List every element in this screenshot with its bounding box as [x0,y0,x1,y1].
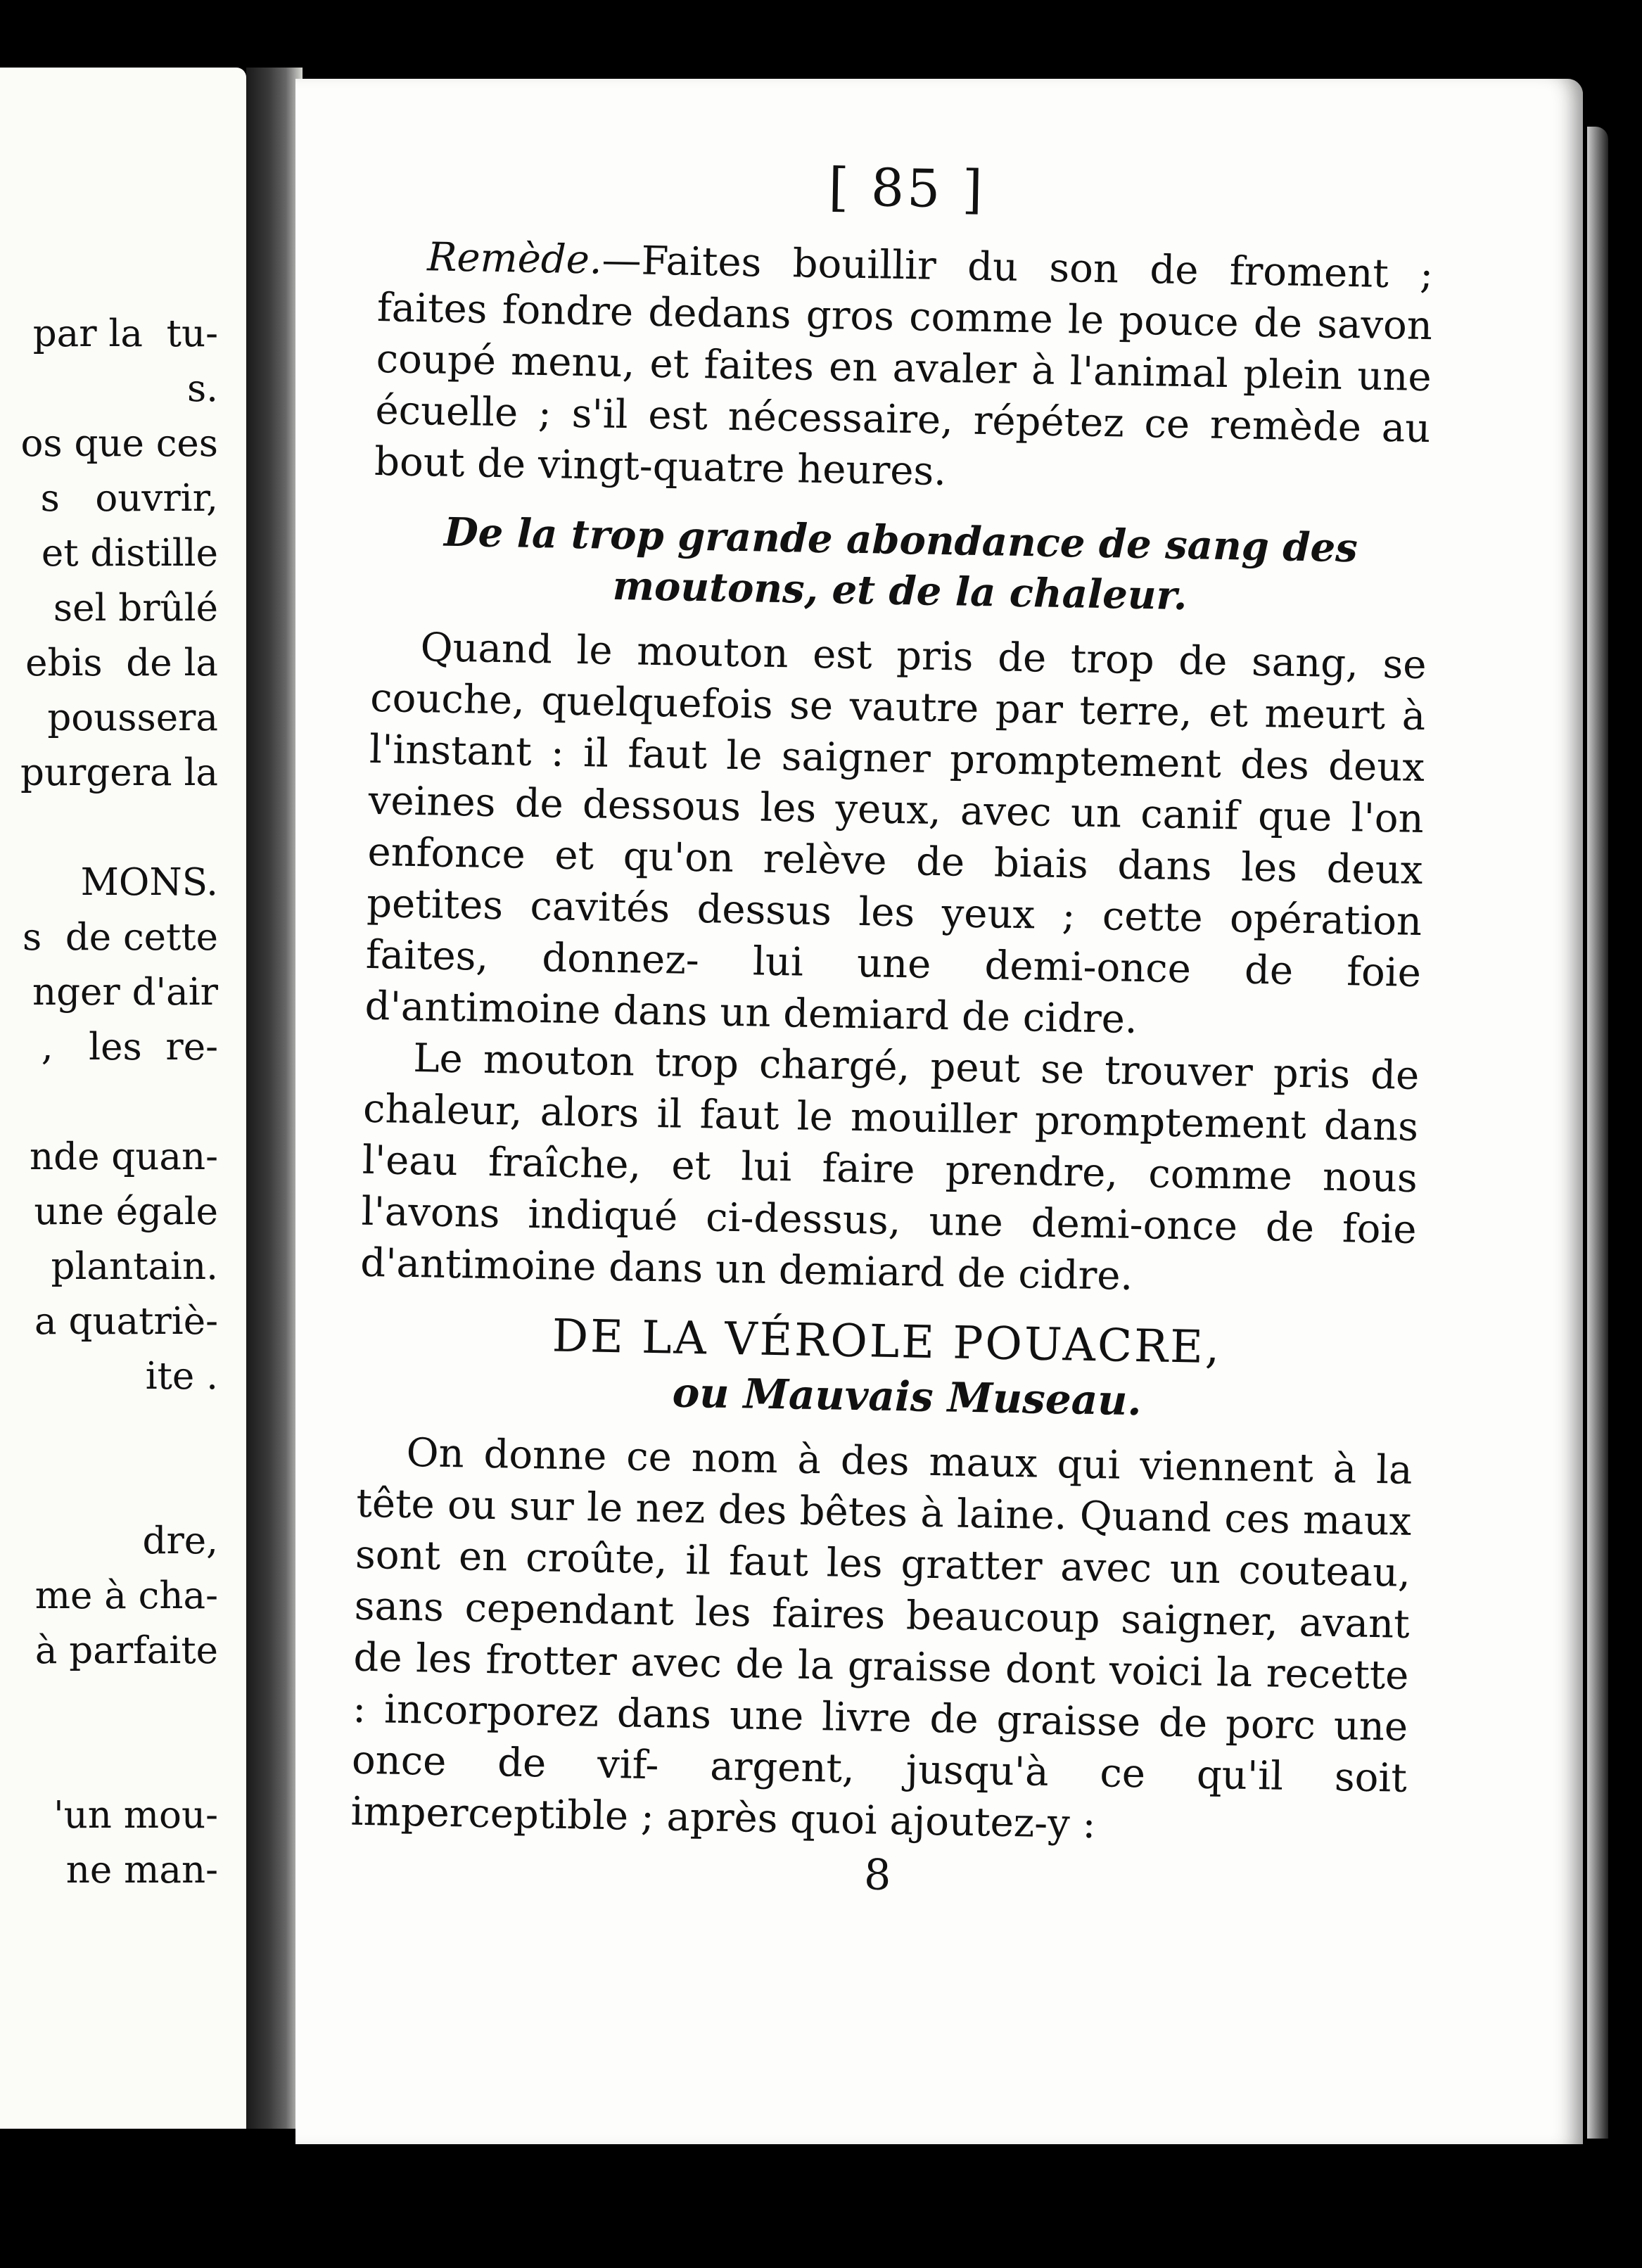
current-page [295,79,1583,2144]
previous-page-line: purgera la [20,751,218,794]
page-edge [1587,127,1608,2139]
previous-page-line: s. [186,367,218,410]
previous-page-line: MONS. [80,861,218,904]
book-gutter [246,68,303,2129]
previous-page-line: nger d'air [32,971,218,1014]
previous-page-line: dre, [142,1520,218,1562]
page-number: [ 85 ] [827,157,986,221]
previous-page-text [0,307,218,1898]
previous-page-line: une égale [34,1190,218,1233]
previous-page-line: ne man- [65,1849,218,1892]
previous-page-line: s ouvrir, [40,477,218,520]
previous-page-line [0,801,218,855]
previous-page-line: par la tu- [32,312,218,355]
paragraph-verole: On donne ce nom à des maux qui viennent à la tête ou sur le nez des bêtes à laine. Quand ces maux sont en croûte, il faut les gratter avec un couteau, sans cependant les faires beaucoup saigner, avant de les frotter avec de la graisse dont voici la recette : incorporez dans une livre de graisse de porc une once de vif- argent, jusqu'à ce qu'il soit imperceptible ; après quoi ajoutez-y : [350,1429,1413,1848]
previous-page-line: s de cette [22,916,218,959]
section-heading-verole: DE LA VÉROLE POUACRE, [552,1310,1222,1375]
previous-page-line: a quatriè- [34,1300,218,1343]
previous-page-line [0,1733,218,1788]
previous-page-line: os que ces [20,422,218,465]
previous-page-line: 'un mou- [53,1794,218,1837]
remede-text: —Faites bouillir du son de froment ; faites fondre dedans gros comme le pouce de savon coupé menu, et faites en avaler à l'animal plein une écuelle ; s'il est nécessaire, répétez ce remède au bout de vingt-quatre heures. [374,237,1434,495]
previous-page-line: , les re- [41,1026,218,1069]
previous-page-line: sel brûlé [53,587,218,630]
previous-page-line: nde quan- [30,1135,218,1178]
section-heading-line-1: De la trop grande abondance de sang des [443,509,1358,572]
previous-page-line [0,1459,218,1514]
remede-label: Remède. [426,234,603,284]
remede-paragraph [374,231,1434,506]
previous-page-line: ite . [145,1355,218,1398]
paragraph-saignee: Quand le mouton est pris de trop de sang, se couche, quelquefois se vautre par terre, et meurt à l'instant : il faut le saigner promptement des deux veines de dessous les yeux, avec un canif que l'on enfonce et qu'on relève de biais dans les deux petites cavités dessus les yeux ; cette opération faites, donnez- lui une demi-once de foie d'antimoine dans un demiard de cidre. [364,625,1427,1043]
signature-mark: 8 [863,1850,891,1901]
previous-page-line: et distille [41,532,218,575]
previous-page-line: ebis de la [25,642,218,684]
previous-page-line: poussera [47,696,218,739]
previous-page-line: à parfaite [34,1629,218,1672]
page-text-block [350,149,1435,1909]
previous-page-line: me à cha- [34,1574,218,1617]
section-heading-line-2: moutons, et de la chaleur. [612,562,1188,620]
section-heading-abondance [372,506,1429,625]
paragraph-chaleur: Le mouton trop chargé, peut se trouver pris de chaleur, alors il faut le mouiller promptement dans l'eau fraîche, et lui faire prendre, comme nous l'avons indiqué ci-dessus, une demi-once de foie d'antimoine dans un demiard de cidre. [359,1036,1420,1299]
previous-page-line [0,1404,218,1459]
previous-page-line: plantain. [51,1245,218,1288]
previous-page-line [0,1678,218,1733]
section-subheading-museau: ou Mauvais Museau. [672,1368,1143,1425]
previous-page-line [0,1075,218,1130]
previous-page [0,68,246,2129]
